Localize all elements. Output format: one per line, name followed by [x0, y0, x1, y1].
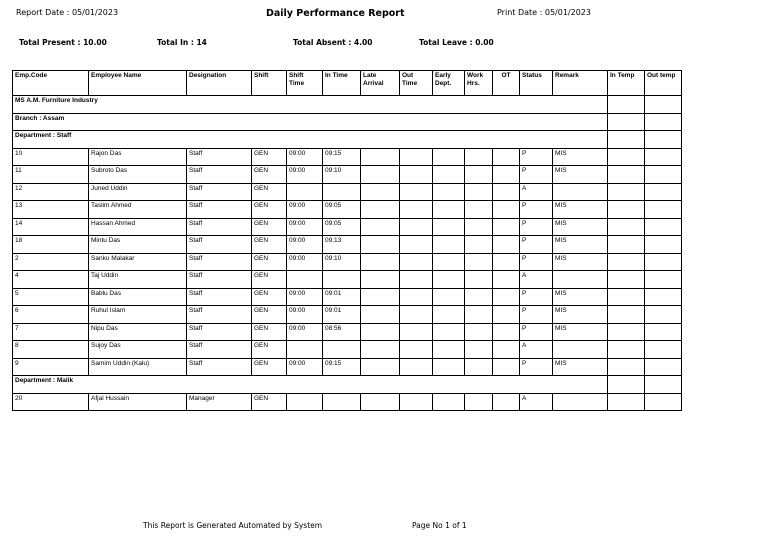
table-header-row — [13, 71, 682, 96]
cell-name: Taslim Ahmed — [89, 201, 187, 219]
empty-cell — [465, 201, 493, 219]
cell-status: P — [520, 218, 553, 236]
cell-shift: GEN — [252, 166, 287, 184]
cell-in-time — [323, 183, 361, 201]
empty-cell — [493, 236, 520, 254]
empty-cell — [608, 183, 645, 201]
cell-in-time: 09:10 — [323, 166, 361, 184]
table-row — [13, 253, 682, 271]
cell-status: P — [520, 166, 553, 184]
cell-designation: Staff — [187, 236, 252, 254]
cell-remark — [553, 183, 608, 201]
department-row — [13, 376, 682, 394]
column-header: Out Time — [400, 71, 433, 96]
empty-cell — [361, 341, 400, 359]
empty-cell — [400, 358, 433, 376]
empty-cell — [433, 183, 465, 201]
cell-shift-time — [287, 393, 323, 411]
empty-cell — [465, 358, 493, 376]
cell-remark: MIS — [553, 166, 608, 184]
empty-cell — [400, 166, 433, 184]
table-row — [13, 358, 682, 376]
empty-cell — [433, 148, 465, 166]
empty-cell — [493, 166, 520, 184]
cell-shift: GEN — [252, 201, 287, 219]
empty-cell — [645, 253, 682, 271]
branch-row — [13, 113, 682, 131]
empty-cell — [361, 253, 400, 271]
cell-designation: Staff — [187, 306, 252, 324]
cell-in-time — [323, 341, 361, 359]
empty-cell — [645, 271, 682, 289]
empty-cell — [361, 148, 400, 166]
empty-cell — [493, 253, 520, 271]
cell-remark: MIS — [553, 218, 608, 236]
company-name: MS A.M. Furniture Industry — [13, 96, 608, 114]
table-row — [13, 183, 682, 201]
cell-shift-time — [287, 341, 323, 359]
cell-designation: Staff — [187, 323, 252, 341]
cell-in-time: 09:15 — [323, 148, 361, 166]
cell-designation: Staff — [187, 288, 252, 306]
cell-shift-time: 09:00 — [287, 201, 323, 219]
cell-code: 10 — [13, 148, 89, 166]
cell-code: 18 — [13, 236, 89, 254]
total-absent: Total Absent : 4.00 — [293, 38, 373, 47]
empty-cell — [645, 236, 682, 254]
cell-code: 11 — [13, 166, 89, 184]
cell-name: Rajon Das — [89, 148, 187, 166]
cell-status: A — [520, 271, 553, 289]
empty-cell — [400, 306, 433, 324]
empty-cell — [433, 341, 465, 359]
empty-cell — [645, 341, 682, 359]
empty-cell — [400, 253, 433, 271]
column-header: Work Hrs. — [465, 71, 493, 96]
cell-status: P — [520, 148, 553, 166]
table-row — [13, 218, 682, 236]
empty-cell — [433, 253, 465, 271]
report-title: Daily Performance Report — [266, 8, 405, 19]
empty-cell — [400, 288, 433, 306]
cell-in-time: 08:56 — [323, 323, 361, 341]
cell-in-time: 09:05 — [323, 201, 361, 219]
cell-shift-time: 09:00 — [287, 166, 323, 184]
cell-remark — [553, 393, 608, 411]
empty-cell — [361, 183, 400, 201]
empty-cell — [465, 306, 493, 324]
cell-remark: MIS — [553, 323, 608, 341]
empty-cell — [608, 288, 645, 306]
empty-cell — [493, 201, 520, 219]
empty-cell — [400, 341, 433, 359]
column-header: Late Arrival — [361, 71, 400, 96]
empty-cell — [493, 393, 520, 411]
table-row — [13, 341, 682, 359]
empty-cell — [465, 148, 493, 166]
cell-code: 6 — [13, 306, 89, 324]
empty-cell — [645, 288, 682, 306]
department-label: Department : Staff — [13, 131, 608, 149]
empty-cell — [608, 358, 645, 376]
column-header: In Time — [323, 71, 361, 96]
cell-shift-time: 09:00 — [287, 323, 323, 341]
cell-shift-time: 09:00 — [287, 236, 323, 254]
print-date: Print Date : 05/01/2023 — [497, 8, 591, 17]
empty-cell — [608, 166, 645, 184]
empty-cell — [400, 218, 433, 236]
empty-cell — [608, 253, 645, 271]
total-in: Total In : 14 — [157, 38, 207, 47]
column-header: Out temp — [645, 71, 682, 96]
empty-cell — [645, 201, 682, 219]
empty-cell — [361, 358, 400, 376]
cell-name: Taj Uddin — [89, 271, 187, 289]
empty-cell — [433, 218, 465, 236]
empty-cell — [465, 288, 493, 306]
cell-shift: GEN — [252, 358, 287, 376]
cell-designation: Staff — [187, 201, 252, 219]
cell-code: 2 — [13, 253, 89, 271]
empty-cell — [608, 393, 645, 411]
cell-shift: GEN — [252, 288, 287, 306]
cell-name: Ruhul Islam — [89, 306, 187, 324]
cell-name: Samim Uddin (Kalu) — [89, 358, 187, 376]
empty-cell — [433, 166, 465, 184]
cell-shift-time: 09:00 — [287, 148, 323, 166]
empty-cell — [645, 323, 682, 341]
empty-cell — [645, 148, 682, 166]
cell-status: P — [520, 236, 553, 254]
empty-cell — [465, 166, 493, 184]
column-header: Emp.Code — [13, 71, 89, 96]
cell-status: P — [520, 253, 553, 271]
cell-status: P — [520, 201, 553, 219]
empty-cell — [645, 306, 682, 324]
department-row — [13, 131, 682, 149]
cell-status: P — [520, 323, 553, 341]
table-row — [13, 306, 682, 324]
cell-in-time: 09:01 — [323, 288, 361, 306]
empty-cell — [608, 201, 645, 219]
empty-cell — [465, 236, 493, 254]
cell-remark: MIS — [553, 236, 608, 254]
empty-cell — [493, 183, 520, 201]
cell-designation: Staff — [187, 271, 252, 289]
empty-cell — [400, 323, 433, 341]
cell-remark — [553, 271, 608, 289]
column-header: In Temp — [608, 71, 645, 96]
cell-in-time: 09:13 — [323, 236, 361, 254]
empty-cell — [400, 148, 433, 166]
cell-shift-time: 09:00 — [287, 218, 323, 236]
column-header: OT — [493, 71, 520, 96]
cell-in-time — [323, 271, 361, 289]
company-row — [13, 96, 682, 114]
empty-cell — [645, 166, 682, 184]
empty-cell — [608, 218, 645, 236]
cell-code: 9 — [13, 358, 89, 376]
empty-cell — [433, 201, 465, 219]
cell-name: Juned Uddin — [89, 183, 187, 201]
cell-in-time — [323, 393, 361, 411]
empty-cell — [361, 166, 400, 184]
cell-code: 20 — [13, 393, 89, 411]
empty-cell — [493, 358, 520, 376]
column-header: Early Dept. — [433, 71, 465, 96]
report-date: Report Date : 05/01/2023 — [16, 8, 119, 17]
cell-designation: Manager — [187, 393, 252, 411]
cell-status: P — [520, 306, 553, 324]
cell-designation: Staff — [187, 341, 252, 359]
cell-shift: GEN — [252, 253, 287, 271]
cell-code: 12 — [13, 183, 89, 201]
empty-cell — [465, 218, 493, 236]
empty-cell — [493, 218, 520, 236]
cell-remark: MIS — [553, 288, 608, 306]
cell-code: 4 — [13, 271, 89, 289]
cell-status: P — [520, 288, 553, 306]
empty-cell — [608, 323, 645, 341]
table-row — [13, 236, 682, 254]
table-row — [13, 148, 682, 166]
empty-cell — [465, 253, 493, 271]
cell-name: Sanku Malakar — [89, 253, 187, 271]
empty-cell — [493, 271, 520, 289]
empty-cell — [645, 358, 682, 376]
empty-cell — [465, 323, 493, 341]
cell-code: 14 — [13, 218, 89, 236]
table-row — [13, 323, 682, 341]
cell-shift: GEN — [252, 341, 287, 359]
cell-remark: MIS — [553, 201, 608, 219]
cell-shift: GEN — [252, 236, 287, 254]
footer-page-number: Page No 1 of 1 — [412, 521, 467, 530]
cell-status: P — [520, 358, 553, 376]
empty-cell — [361, 288, 400, 306]
column-header: Shift — [252, 71, 287, 96]
branch-label: Branch : Assam — [13, 113, 608, 131]
cell-shift-time — [287, 271, 323, 289]
cell-code: 13 — [13, 201, 89, 219]
cell-designation: Staff — [187, 358, 252, 376]
cell-remark: MIS — [553, 253, 608, 271]
cell-code: 5 — [13, 288, 89, 306]
empty-cell — [361, 236, 400, 254]
cell-shift: GEN — [252, 271, 287, 289]
table-row — [13, 393, 682, 411]
empty-cell — [433, 358, 465, 376]
cell-name: Hassan Ahmed — [89, 218, 187, 236]
empty-cell — [608, 341, 645, 359]
empty-cell — [433, 393, 465, 411]
cell-in-time: 09:15 — [323, 358, 361, 376]
cell-shift: GEN — [252, 323, 287, 341]
cell-shift-time: 09:00 — [287, 358, 323, 376]
empty-cell — [361, 201, 400, 219]
cell-designation: Staff — [187, 253, 252, 271]
empty-cell — [361, 393, 400, 411]
empty-cell — [361, 271, 400, 289]
total-leave: Total Leave : 0.00 — [419, 38, 494, 47]
empty-cell — [400, 271, 433, 289]
empty-cell — [400, 183, 433, 201]
performance-table — [12, 70, 682, 411]
empty-cell — [433, 236, 465, 254]
cell-designation: Staff — [187, 148, 252, 166]
cell-name: Afjal Hussain — [89, 393, 187, 411]
empty-cell — [493, 306, 520, 324]
empty-cell — [493, 288, 520, 306]
empty-cell — [465, 393, 493, 411]
cell-name: Bablu Das — [89, 288, 187, 306]
total-present: Total Present : 10.00 — [19, 38, 107, 47]
cell-name: Nipu Das — [89, 323, 187, 341]
cell-in-time: 09:05 — [323, 218, 361, 236]
cell-name: Subroto Das — [89, 166, 187, 184]
empty-cell — [608, 148, 645, 166]
cell-status: A — [520, 341, 553, 359]
cell-name: Sujoy Das — [89, 341, 187, 359]
cell-designation: Staff — [187, 183, 252, 201]
column-header: Employee Name — [89, 71, 187, 96]
footer-generated: This Report is Generated Automated by System — [143, 521, 323, 530]
cell-remark: MIS — [553, 148, 608, 166]
cell-shift-time: 09:00 — [287, 306, 323, 324]
cell-shift: GEN — [252, 183, 287, 201]
empty-cell — [400, 201, 433, 219]
empty-cell — [433, 288, 465, 306]
cell-shift: GEN — [252, 306, 287, 324]
empty-cell — [465, 341, 493, 359]
cell-shift-time: 09:00 — [287, 288, 323, 306]
cell-remark: MIS — [553, 358, 608, 376]
cell-in-time: 09:10 — [323, 253, 361, 271]
empty-cell — [433, 271, 465, 289]
empty-cell — [493, 341, 520, 359]
empty-cell — [361, 218, 400, 236]
empty-cell — [645, 393, 682, 411]
cell-shift-time: 09:00 — [287, 253, 323, 271]
empty-cell — [645, 218, 682, 236]
cell-shift: GEN — [252, 393, 287, 411]
empty-cell — [493, 148, 520, 166]
empty-cell — [608, 236, 645, 254]
cell-code: 7 — [13, 323, 89, 341]
empty-cell — [608, 271, 645, 289]
empty-cell — [608, 306, 645, 324]
cell-name: Mintu Das — [89, 236, 187, 254]
empty-cell — [361, 306, 400, 324]
table-row — [13, 201, 682, 219]
empty-cell — [645, 183, 682, 201]
empty-cell — [433, 306, 465, 324]
cell-remark — [553, 341, 608, 359]
cell-remark: MIS — [553, 306, 608, 324]
empty-cell — [433, 323, 465, 341]
department-label: Department : Malik — [13, 376, 608, 394]
column-header: Shift Time — [287, 71, 323, 96]
cell-shift: GEN — [252, 218, 287, 236]
cell-status: A — [520, 183, 553, 201]
column-header: Remark — [553, 71, 608, 96]
cell-code: 8 — [13, 341, 89, 359]
cell-shift-time — [287, 183, 323, 201]
empty-cell — [361, 323, 400, 341]
column-header: Designation — [187, 71, 252, 96]
empty-cell — [400, 236, 433, 254]
empty-cell — [493, 323, 520, 341]
empty-cell — [400, 393, 433, 411]
cell-shift: GEN — [252, 148, 287, 166]
table-row — [13, 271, 682, 289]
cell-designation: Staff — [187, 218, 252, 236]
column-header: Status — [520, 71, 553, 96]
table-row — [13, 288, 682, 306]
cell-designation: Staff — [187, 166, 252, 184]
empty-cell — [465, 271, 493, 289]
cell-in-time: 09:01 — [323, 306, 361, 324]
table-row — [13, 166, 682, 184]
cell-status: A — [520, 393, 553, 411]
empty-cell — [465, 183, 493, 201]
